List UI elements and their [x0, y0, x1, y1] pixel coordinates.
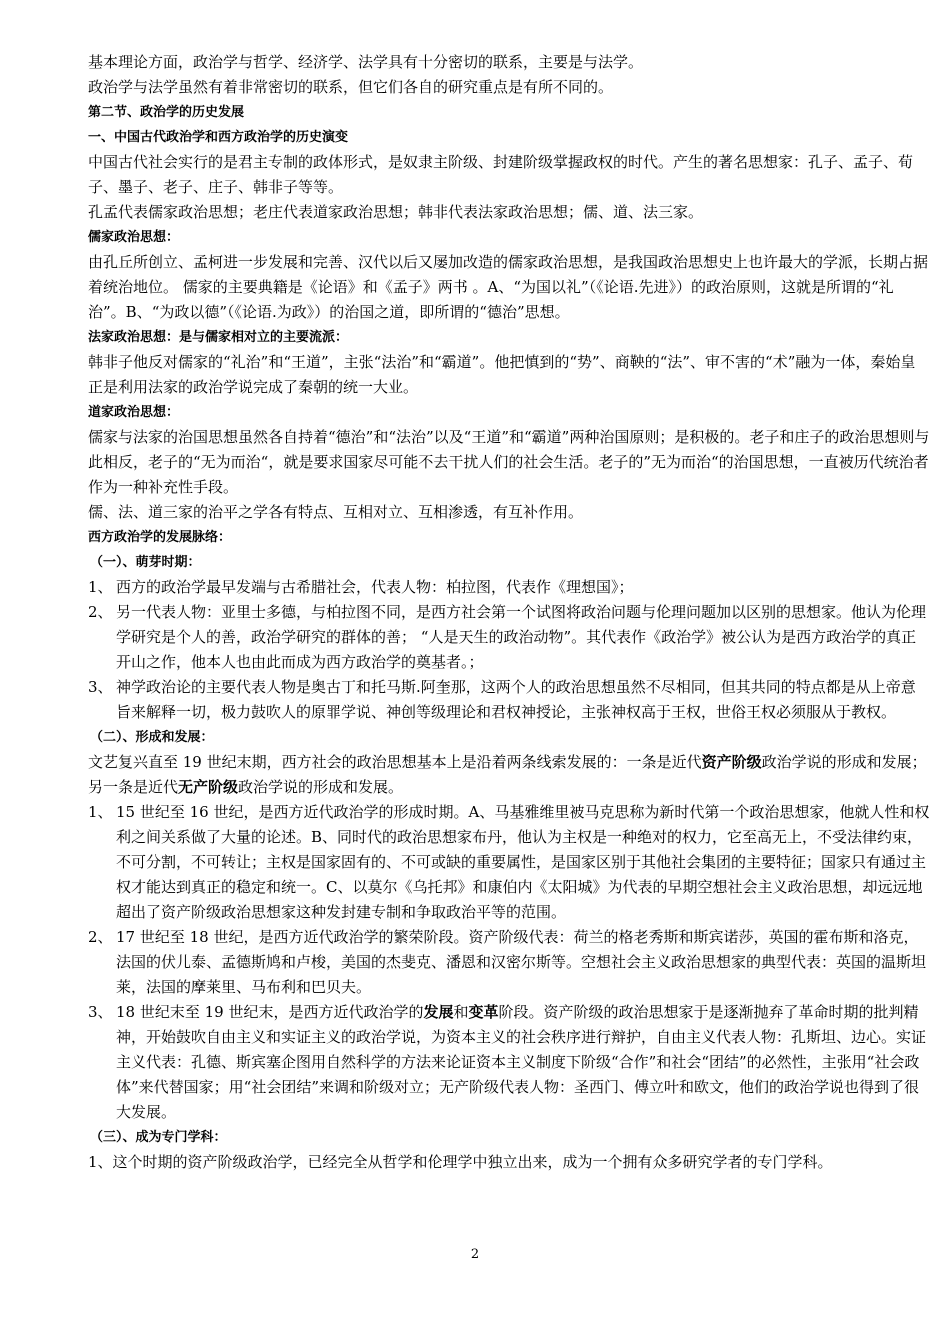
- text-run: 政治学说的形成和发展。: [238, 778, 404, 796]
- bold-term: 无产阶级: [178, 778, 239, 796]
- heading-legalist: 法家政治思想：是与儒家相对立的主要流派：: [88, 330, 349, 345]
- paragraph: 1、这个时期的资产阶级政治学，已经完全从哲学和伦理学中独立出来，成为一个拥有众多研究学者的专门学科。: [88, 1153, 833, 1171]
- paragraph: 政治学与法学虽然有着非常密切的联系，但它们各自的研究重点是有所不同的。: [88, 78, 614, 96]
- text-run: 文艺复兴直至 19 世纪末期，西方社会的政治思想基本上是沿着两条线索发展的：一条是近代: [88, 753, 702, 771]
- bold-term: 资产阶级: [701, 753, 762, 771]
- list-text: 另一代表人物：亚里士多德，与柏拉图不同，是西方社会第一个试图将政治问题与伦理问题加以区别的思想家。他认为伦理学研究是个人的善，政治学研究的群体的善； “人是天生的政治动物”。其代表作《政治学》被公认为是西方政治学的真正开山之作，他本人也由此而成为西方政治学的奠基者。；: [116, 603, 927, 671]
- text-run: 阶段。资产阶级的政治思想家于是逐渐抛弃了革命时期的批判精神，开始鼓吹自由主义和实证主义的政治学说，为资本主义的社会秩序进行辩护，自由主义代表人物：孔斯坦、边心。实证主义代表：孔德、斯宾塞企图用自然科学的方法来论证资本主义制度下阶级“合作”和社会“团结”的必然性，主张用“社会政体”来代替国家；用“社会团结”来调和阶级对立；无产阶级代表人物：圣西门、傅立叶和欧文，他们的政治学说也得到了很大发展。: [116, 1003, 927, 1121]
- bold-term: 发展: [423, 1003, 454, 1021]
- list-text: 西方的政治学最早发端与古希腊社会，代表人物：柏拉图，代表作《理想国》；: [116, 578, 634, 596]
- paragraph: [88, 750, 930, 800]
- list-number: 2、: [88, 928, 113, 946]
- text-run: 18 世纪末至 19 世纪末，是西方近代政治学的: [116, 1003, 424, 1021]
- section-heading: 第二节、政治学的历史发展: [88, 105, 245, 120]
- list-text: [116, 1000, 930, 1125]
- subsection-heading: 一、中国古代政治学和西方政治学的历史演变: [88, 130, 349, 145]
- list-item: [88, 925, 930, 1000]
- list-number: 3、: [88, 678, 113, 696]
- text-run: 政治学说的形成和发展；另一条是近代: [88, 753, 927, 796]
- heading-confucian: 儒家政治思想：: [88, 230, 180, 245]
- list-item: [88, 1000, 930, 1125]
- text-run: 和: [453, 1003, 469, 1021]
- paragraph: 孔孟代表儒家政治思想；老庄代表道家政治思想；韩非代表法家政治思想；儒、道、法三家。: [88, 203, 704, 221]
- heading-western: 西方政治学的发展脉络：: [88, 530, 232, 545]
- heading-specialized-discipline: （三）、成为专门学科：: [90, 1130, 227, 1145]
- list-number: 1、: [88, 578, 113, 596]
- heading-sprouting-period: （一）、萌芽时期：: [90, 555, 201, 570]
- page-number: 2: [470, 1247, 480, 1262]
- paragraph: 韩非子他反对儒家的“礼治”和“王道”，主张“法治”和“霸道”。他把慎到的“势”、商鞅的“法”、审不害的“术”融为一体，秦始皇正是利用法家的政治学说完成了秦朝的统一大业。: [88, 353, 916, 396]
- heading-formation-development: （二）、形成和发展：: [90, 730, 214, 745]
- list-number: 1、: [88, 803, 113, 821]
- list-item: [88, 575, 930, 600]
- list-item: [88, 675, 930, 725]
- heading-taoist: 道家政治思想：: [88, 405, 180, 420]
- list-number: 3、: [88, 1003, 113, 1021]
- document-page: [88, 50, 930, 1175]
- list-text: 17 世纪至 18 世纪，是西方近代政治学的繁荣阶段。资产阶级代表：荷兰的格老秀斯和斯宾诺莎，英国的霍布斯和洛克，法国的伏儿泰、孟德斯鸠和卢梭，美国的杰斐克、潘恩和汉密尔斯等。空想社会主义政治思想家的典型代表：英国的温斯坦莱，法国的摩莱里、马布利和巴贝夫。: [116, 928, 927, 996]
- list-item: [88, 600, 930, 675]
- paragraph: 基本理论方面，政治学与哲学、经济学、法学具有十分密切的联系，主要是与法学。: [88, 53, 644, 71]
- list-item: [88, 800, 930, 925]
- paragraph: 由孔丘所创立、孟柯进一步发展和完善、汉代以后又屡加改造的儒家政治思想，是我国政治思想史上也许最大的学派，长期占据着统治地位。 儒家的主要典籍是《论语》和《孟子》两书 。A、“为国以礼”（《论语.先进》）的政治原则，这就是所谓的“礼治”。B、“为政以德”（《论语.为政》）的治国之道，即所谓的“德治”思想。: [88, 253, 929, 321]
- paragraph: 儒、法、道三家的治平之学各有特点、互相对立、互相渗透，有互补作用。: [88, 503, 584, 521]
- paragraph: 儒家与法家的治国思想虽然各自持着“德治”和“法治”以及“王道”和“霸道”两种治国原则；是积极的。老子和庄子的政治思想则与此相反，老子的“无为而治“，就是要求国家尽可能不去干扰人们的社会生活。老子的”无为而治“的治国思想，一直被历代统治者作为一种补充性手段。: [88, 428, 930, 496]
- list-text: 神学政治论的主要代表人物是奥古丁和托马斯.阿奎那，这两个人的政治思想虽然不尽相同，但其共同的特点都是从上帝意旨来解释一切，极力鼓吹人的原罪学说、神创等级理论和君权神授论，主张神权高于王权，世俗王权必须服从于教权。: [116, 678, 916, 721]
- paragraph: 中国古代社会实行的是君主专制的政体形式，是奴隶主阶级、封建阶级掌握政权的时代。产生的著名思想家：孔子、孟子、荀子、墨子、老子、庄子、韩非子等等。: [88, 153, 914, 196]
- list-number: 2、: [88, 603, 113, 621]
- list-text: 15 世纪至 16 世纪，是西方近代政治学的形成时期。A、马基雅维里被马克思称为新时代第一个政治思想家，他就人性和权利之间关系做了大量的论述。B、同时代的政治思想家布丹，他认为主权是一种绝对的权力，它至高无上，不受法律约束，不可分割，不可转让；主权是国家固有的、不可或缺的重要属性，是国家区别于其他社会集团的主要特征；国家只有通过主权才能达到真正的稳定和统一。C、以莫尔《乌托邦》和康伯内《太阳城》为代表的早期空想社会主义政治思想，却远远地超出了资产阶级政治思想家这种发封建专制和争取政治平等的范围。: [116, 803, 930, 921]
- bold-term: 变革: [468, 1003, 499, 1021]
